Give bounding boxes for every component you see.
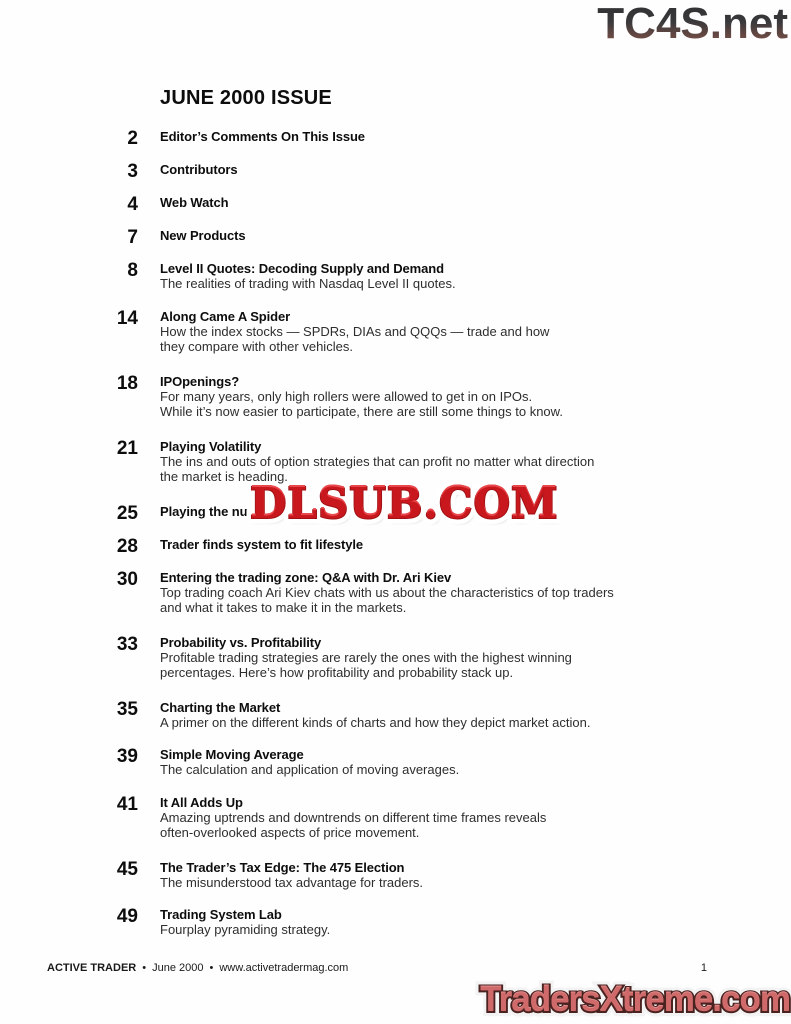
toc-entry-description-line: percentages. Here’s how profitability and probability stack up. <box>160 665 514 680</box>
footer-bullet-1: • <box>142 962 147 974</box>
toc-entry-description <box>160 276 456 292</box>
toc-entry <box>47 129 767 148</box>
toc-entry <box>47 700 767 731</box>
toc-entry-title: New Products <box>160 228 246 243</box>
footer-bullet-2: • <box>209 962 214 974</box>
toc-entry-description <box>160 715 590 731</box>
footer-issue-date: June 2000 <box>152 962 204 974</box>
toc-entry-description <box>160 922 330 938</box>
toc-entry-description-line: The ins and outs of option strategies that can profit no matter what direction <box>160 453 595 469</box>
toc-entry <box>47 195 767 214</box>
toc-page-number: 7 <box>127 227 138 248</box>
footer-page-number: 1 <box>700 962 707 974</box>
toc-entry-description-line: While it’s now easier to participate, there are still some things to know. <box>160 404 563 419</box>
toc-entry-body <box>160 747 459 778</box>
toc-page-number: 21 <box>116 437 138 459</box>
toc-entry-body <box>160 129 365 148</box>
toc-entry-body <box>160 537 363 556</box>
toc-entry <box>47 635 767 681</box>
toc-entry-description-line: Profitable trading strategies are rarely the ones with the highest winning <box>160 649 572 665</box>
toc-entry-title: Editor’s Comments On This Issue <box>160 129 365 144</box>
toc-entry-title: Simple Moving Average <box>160 747 304 762</box>
footer <box>47 961 348 975</box>
toc-page-number: 41 <box>116 793 138 815</box>
toc-entry-body <box>160 195 228 214</box>
toc-entry-description-line: the market is heading. <box>160 469 288 484</box>
toc-entry <box>47 570 767 616</box>
toc-entry-description <box>160 389 563 420</box>
toc-entry <box>47 860 767 891</box>
toc-entry <box>47 439 767 485</box>
toc-page-number: 35 <box>116 698 138 720</box>
toc-entry-description-line: A primer on the different kinds of charts and how they depict market action. <box>160 714 591 730</box>
toc-entry <box>47 261 767 292</box>
toc-page-number: 14 <box>116 307 138 329</box>
toc-entry-title: Playing Volatility <box>160 438 262 454</box>
toc-entry-description-line: Amazing uptrends and downtrends on different time frames reveals <box>160 809 547 825</box>
toc-entry-title: Web Watch <box>160 195 229 210</box>
watermark-tradersxtreme: TradersXtreme.com TradersXtreme.com TradersXtreme.com <box>480 981 790 1019</box>
toc-entry-title: Along Came A Spider <box>160 308 291 324</box>
toc-entry-title: Probability vs. Profitability <box>160 634 322 650</box>
toc-entry-body <box>160 907 330 938</box>
toc-entry-body <box>160 700 590 731</box>
toc-list <box>47 129 767 938</box>
toc-page-number: 30 <box>116 568 138 590</box>
toc-entry-description-line: Top trading coach Ari Kiev chats with us about the characteristics of top traders <box>160 584 614 600</box>
toc-entry-description-line: The calculation and application of moving averages. <box>160 762 460 777</box>
toc-entry-title: Level II Quotes: Decoding Supply and Demand <box>160 261 444 276</box>
toc-entry-body <box>160 570 614 616</box>
toc-entry-body <box>160 261 456 292</box>
toc-page-number: 3 <box>127 161 138 182</box>
toc-entry-title: Playing the nu <box>160 503 248 519</box>
toc-page-number: 2 <box>127 128 138 149</box>
toc-entry <box>47 162 767 181</box>
toc-page-number: 39 <box>116 746 138 767</box>
toc-entry-description-line: they compare with other vehicles. <box>160 339 353 354</box>
toc-entry-description <box>160 585 614 616</box>
toc-entry-description-line: and what it takes to make it in the markets. <box>160 600 407 615</box>
footer-magazine-name: ACTIVE TRADER <box>47 962 137 974</box>
toc-page-number: 25 <box>116 502 138 524</box>
toc-entry-description-line: The misunderstood tax advantage for traders. <box>160 874 424 890</box>
watermark-tc4s: TC4S.net <box>597 0 788 48</box>
toc-entry-body <box>160 860 423 891</box>
toc-entry <box>47 537 767 556</box>
toc-entry-body <box>160 162 238 181</box>
toc-entry <box>47 228 767 247</box>
footer-website: www.activetradermag.com <box>219 962 349 974</box>
toc-entry <box>47 309 767 355</box>
toc-entry-title: IPOpenings? <box>160 373 240 389</box>
toc-entry-body <box>160 228 245 247</box>
toc-entry-title: Trading System Lab <box>160 907 282 922</box>
toc-page-number: 8 <box>127 260 138 281</box>
toc-entry-body <box>160 504 247 523</box>
toc-entry-title: The Trader’s Tax Edge: The 475 Election <box>160 859 405 875</box>
toc-entry-body <box>160 309 549 355</box>
toc-entry-description <box>160 650 572 681</box>
toc-page-number: 45 <box>116 858 138 880</box>
toc-entry-title: Contributors <box>160 162 238 177</box>
toc-entry-body <box>160 439 594 485</box>
toc-entry-body <box>160 374 563 420</box>
toc-entry-description-line: Fourplay pyramiding strategy. <box>160 922 331 937</box>
toc-page-number: 4 <box>127 194 138 215</box>
toc-entry <box>47 374 767 420</box>
toc-entry-title: Entering the trading zone: Q&A with Dr. Ari Kiev <box>160 569 452 585</box>
toc-entry <box>47 747 767 778</box>
page-title: JUNE 2000 ISSUE <box>160 87 332 109</box>
watermark-dlsub: DLSUB.COM DLSUB.COM DLSUB.COM <box>250 480 559 528</box>
toc-entry-title: Trader finds system to fit lifestyle <box>160 536 364 552</box>
toc-entry-body <box>160 635 572 681</box>
toc-page-number: 33 <box>116 633 138 655</box>
toc-entry-description <box>160 324 549 355</box>
toc-entry-description <box>160 875 423 891</box>
toc-entry-description <box>160 810 546 841</box>
toc-entry-description-line: often-overlooked aspects of price movement. <box>160 825 420 840</box>
toc-entry-description-line: For many years, only high rollers were allowed to get in on IPOs. <box>160 388 533 404</box>
toc-page-number: 18 <box>116 372 138 394</box>
toc-entry-title: It All Adds Up <box>160 794 243 810</box>
toc-entry-title: Charting the Market <box>160 699 281 715</box>
toc-entry-description-line: The realities of trading with Nasdaq Level II quotes. <box>160 276 456 291</box>
toc-entry-description <box>160 762 459 778</box>
toc-entry <box>47 795 767 841</box>
toc-page-number: 49 <box>116 906 138 927</box>
toc-entry-description-line: How the index stocks — SPDRs, DIAs and QQQs — trade and how <box>160 323 550 339</box>
toc-page-number: 28 <box>116 535 138 557</box>
toc-entry-body <box>160 795 546 841</box>
toc-entry <box>47 907 767 938</box>
